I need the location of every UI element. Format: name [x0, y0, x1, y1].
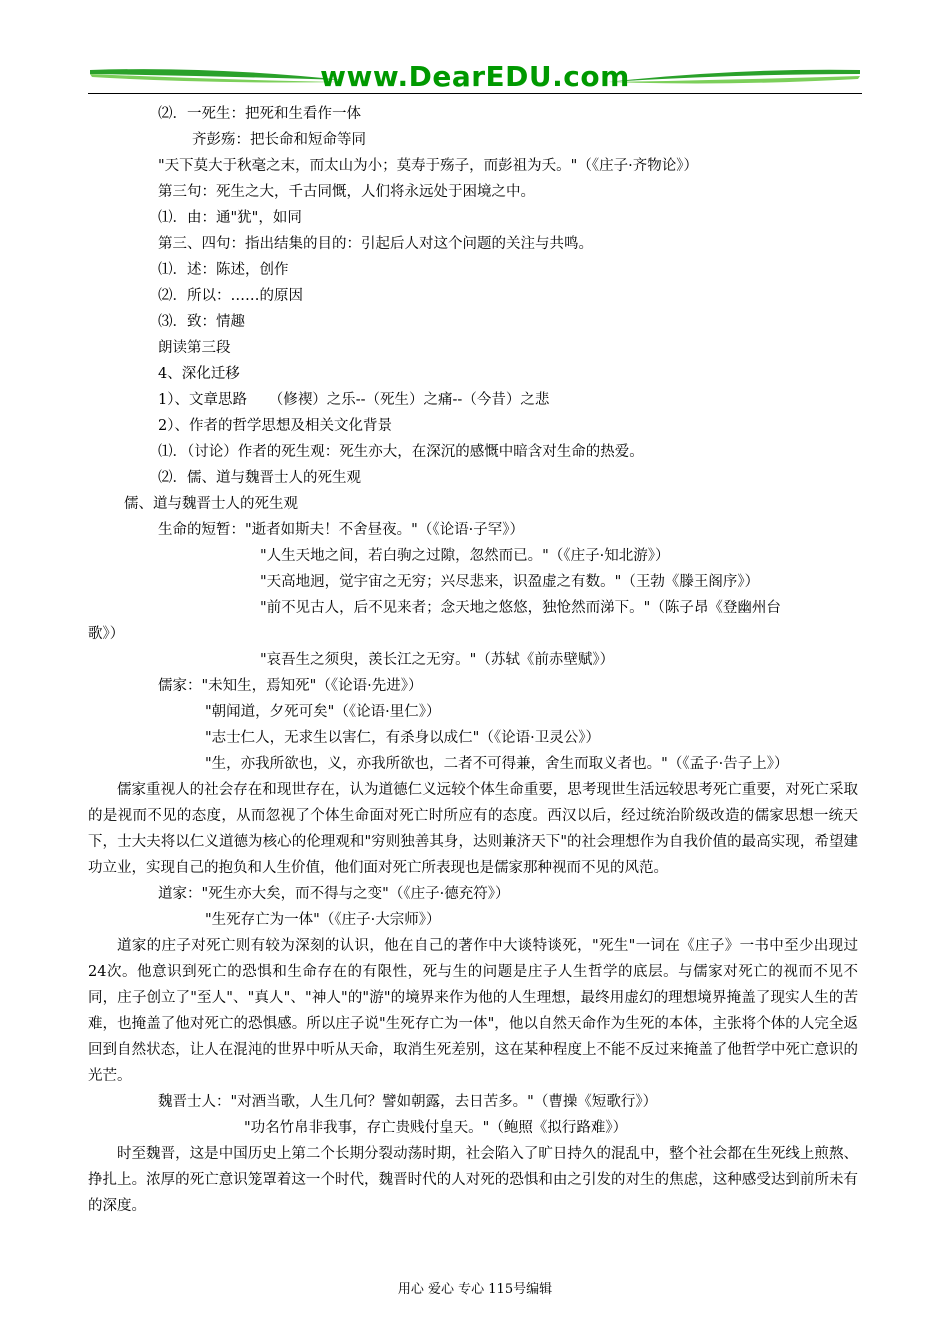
site-logo[interactable]: www.DearEDU.com [320, 60, 630, 93]
quote-line: 生命的短暂："逝者如斯夫！不舍昼夜。"（《论语·子罕》） [158, 522, 524, 538]
text-line: 1）、文章思路 （修禊）之乐--（死生）之痛--（今昔）之悲 [158, 392, 550, 408]
section-heading: 4、深化迁移 [158, 366, 240, 382]
document-body [88, 101, 858, 1219]
quote-line: 歌》） [88, 626, 125, 642]
quote-line: "人生天地之间，若白驹之过隙，忽然而已。"（《庄子·知北游》） [260, 548, 670, 564]
quote-line: "生死存亡为一体"（《庄子·大宗师》） [205, 912, 441, 928]
paragraph-confucian: 儒家重视人的社会存在和现世存在，认为道德仁义远较个体生命重要，思考现世生活远较思考死亡重要，对死亡采取的是视而不见的态度，从而忽视了个体生命面对死亡时所应有的态度。西汉以后，经过统治阶级改造的儒家思想一统天下，士大夫将以仁义道德为核心的伦理观和"穷则独善其身，达则兼济天下"的社会理想作为自我价值的最高实现，希望建功立业，实现自己的抱负和人生价值，他们面对死亡所表现也是儒家那种视而不见的风范。 [88, 782, 858, 876]
quote-line: 道家："死生亦大矣，而不得与之变"（《庄子·德充符》） [158, 886, 510, 902]
page-footer: 用心 爱心 专心 115号编辑 [397, 1282, 553, 1297]
quote-line: "朝闻道，夕死可矣"（《论语·里仁》） [205, 704, 441, 720]
text-line: 第三句：死生之大，千古同慨，人们将永远处于困境之中。 [158, 184, 535, 200]
quote-line: 魏晋士人："对酒当歌，人生几何？譬如朝露，去日苦多。"（曹操《短歌行》） [158, 1094, 658, 1110]
text-line: ⑵．儒、道与魏晋士人的死生观 [158, 470, 361, 486]
text-line: ⑵．一死生：把死和生看作一体 [158, 106, 361, 122]
text-line: "天下莫大于秋毫之末，而太山为小；莫寿于殇子，而彭祖为夭。"（《庄子·齐物论》） [158, 158, 698, 174]
quote-line: "前不见古人，后不见来者；念天地之悠悠，独怆然而涕下。"（陈子昂《登幽州台 [260, 600, 781, 616]
quote-line: "生，亦我所欲也，义，亦我所欲也，二者不可得兼，舍生而取义者也。"（《孟子·告子上》） [205, 756, 789, 772]
quote-line: "功名竹帛非我事，存亡贵贱付皇天。"（鲍照《拟行路难》） [244, 1120, 628, 1136]
text-line: ⑵．所以：……的原因 [158, 288, 303, 304]
text-line: 朗读第三段 [158, 340, 231, 356]
quote-line: "天高地迥，觉宇宙之无穷；兴尽悲来，识盈虚之有数。"（王勃《滕王阁序》） [260, 574, 760, 590]
quote-line: "哀吾生之须臾，羡长江之无穷。"（苏轼《前赤壁赋》） [260, 652, 615, 668]
paragraph-weijin: 时至魏晋，这是中国历史上第二个长期分裂动荡时期，社会陷入了旷日持久的混乱中，整个社会都在生死线上煎熬、挣扎上。浓厚的死亡意识笼罩着这一个时代，魏晋时代的人对死的恐惧和由之引发的对生的焦虑，这种感受达到前所未有的深度。 [88, 1146, 858, 1214]
subsection-heading: 儒、道与魏晋士人的死生观 [124, 496, 298, 512]
text-line: 第三、四句：指出结集的目的：引起后人对这个问题的关注与共鸣。 [158, 236, 593, 252]
text-line: ⑴．由：通"犹"，如同 [158, 210, 302, 226]
quote-line: 儒家："未知生，焉知死"（《论语·先进》） [158, 678, 423, 694]
text-line: ⑴．（讨论）作者的死生观：死生亦大，在深沉的感慨中暗含对生命的热爱。 [158, 444, 644, 460]
text-line: 2）、作者的哲学思想及相关文化背景 [158, 418, 392, 434]
text-line: ⑶．致：情趣 [158, 314, 245, 330]
site-header [88, 60, 862, 96]
text-line: 齐彭殇：把长命和短命等同 [192, 132, 366, 148]
paragraph-taoist: 道家的庄子对死亡则有较为深刻的认识，他在自己的著作中大谈特谈死，"死生"一词在《庄子》一书中至少出现过24次。他意识到死亡的恐惧和生命存在的有限性，死与生的问题是庄子人生哲学的底层。与儒家对死亡的视而不见不同，庄子创立了"至人"、"真人"、"神人"的"游"的境界来作为他的人生理想，最终用虚幻的理想境界掩盖了现实人生的苦难，也掩盖了他对死亡的恐惧感。所以庄子说"生死存亡为一体"，他以自然天命作为生死的本体，主张将个体的人完全返回到自然状态，让人在混沌的世界中听从天命，取消生死差别，这在某种程度上不能不反过来掩盖了他哲学中死亡意识的光芒。 [88, 938, 858, 1084]
header-rule [88, 93, 862, 94]
quote-line: "志士仁人，无求生以害仁，有杀身以成仁"（《论语·卫灵公》） [205, 730, 600, 746]
text-line: ⑴．述：陈述，创作 [158, 262, 289, 278]
